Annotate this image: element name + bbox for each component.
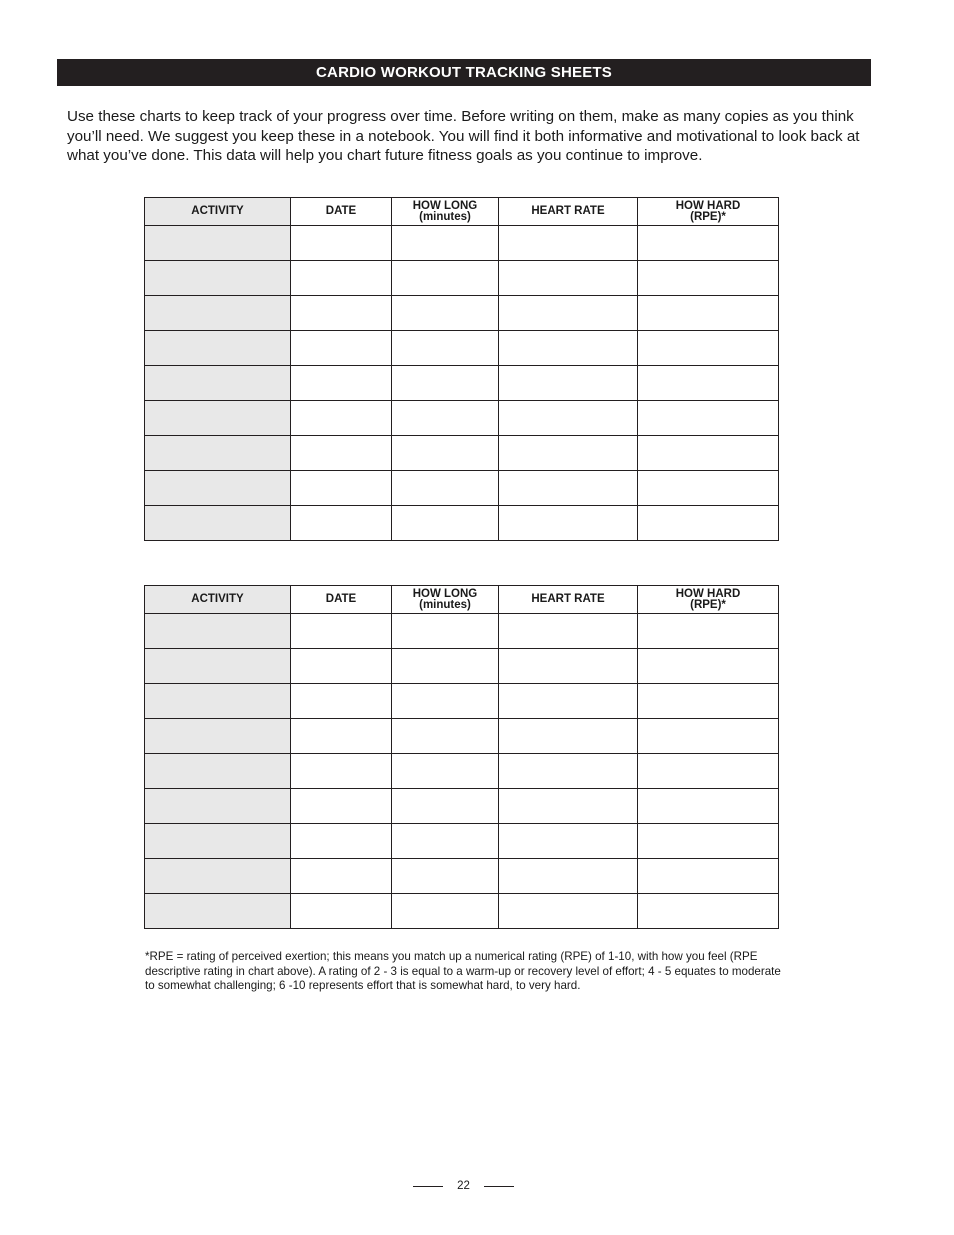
page-number-area [0,1180,927,1192]
col-how-long-label: HOW LONG [412,587,478,600]
blank-cell [291,366,392,401]
col-activity: ACTIVITY [145,586,291,614]
blank-cell [392,719,499,754]
blank-cell [145,859,291,894]
blank-cell [392,506,499,541]
col-how-hard-unit: (RPE)* [690,210,726,223]
blank-cell [638,894,779,929]
blank-cell [291,471,392,506]
table-header-row [145,198,779,226]
blank-cell [392,649,499,684]
blank-cell [499,366,638,401]
blank-cell [392,894,499,929]
col-how-hard-label: HOW HARD [675,199,741,212]
table-row [145,296,779,331]
rpe-footnote: *RPE = rating of perceived exertion; this means you match up a numerical rating (RPE) of 1-10, with how you feel (RPE descriptive rating in chart above). A rating of 2 - 3 is equal to a warm-up or recovery level of effort; 4 - 5 equates to moderate to somewhat challenging; 6 -10 represents effort that is somewhat hard, to very hard. [145,950,781,992]
col-date: DATE [291,198,392,226]
table-body [145,614,779,929]
page-rule-left [413,1186,443,1187]
col-heart-rate: HEART RATE [499,586,638,614]
blank-cell [499,296,638,331]
col-how-hard [638,198,779,226]
blank-cell [392,471,499,506]
col-how-long-unit: (minutes) [419,598,471,611]
blank-cell [291,436,392,471]
blank-cell [499,331,638,366]
blank-cell [638,824,779,859]
blank-cell [291,719,392,754]
table-row [145,894,779,929]
blank-cell [291,684,392,719]
blank-cell [638,261,779,296]
blank-cell [392,261,499,296]
blank-cell [145,261,291,296]
blank-cell [392,296,499,331]
col-how-long [392,586,499,614]
blank-cell [392,754,499,789]
blank-cell [499,824,638,859]
table-row [145,506,779,541]
blank-cell [638,719,779,754]
blank-cell [499,436,638,471]
table-row [145,824,779,859]
blank-cell [291,261,392,296]
blank-cell [638,614,779,649]
table-row [145,719,779,754]
blank-cell [291,506,392,541]
table-row [145,471,779,506]
blank-cell [499,506,638,541]
blank-cell [145,754,291,789]
page-rule-right [484,1186,514,1187]
blank-cell [392,824,499,859]
table-row [145,649,779,684]
col-heart-rate: HEART RATE [499,198,638,226]
blank-cell [145,789,291,824]
blank-cell [392,401,499,436]
blank-cell [499,754,638,789]
blank-cell [499,401,638,436]
blank-cell [638,789,779,824]
table-row [145,401,779,436]
col-how-long [392,198,499,226]
blank-cell [291,824,392,859]
blank-cell [499,261,638,296]
blank-cell [392,331,499,366]
page-number: 22 [457,1180,470,1192]
blank-cell [638,331,779,366]
table-row [145,436,779,471]
table-row [145,754,779,789]
blank-cell [499,471,638,506]
blank-cell [291,296,392,331]
blank-cell [638,296,779,331]
blank-cell [291,754,392,789]
blank-cell [145,296,291,331]
intro-paragraph: Use these charts to keep track of your progress over time. Before writing on them, make as many copies as you think you’ll need. We suggest you keep these in a notebook. You will find it both informative and motivational to look back at what you’ve done. This data will help you chart future fitness goals as you continue to improve. [67,108,860,164]
blank-cell [499,684,638,719]
blank-cell [499,789,638,824]
table-row [145,789,779,824]
blank-cell [145,649,291,684]
blank-cell [291,401,392,436]
col-how-long-label: HOW LONG [412,199,478,212]
blank-cell [499,894,638,929]
blank-cell [291,331,392,366]
table-row [145,261,779,296]
blank-cell [638,754,779,789]
col-how-hard-unit: (RPE)* [690,598,726,611]
blank-cell [392,436,499,471]
blank-cell [291,226,392,261]
blank-cell [291,649,392,684]
col-how-hard-label: HOW HARD [675,587,741,600]
blank-cell [638,506,779,541]
table-row [145,366,779,401]
table-body [145,226,779,541]
blank-cell [145,226,291,261]
blank-cell [638,366,779,401]
blank-cell [499,226,638,261]
blank-cell [638,436,779,471]
blank-cell [145,894,291,929]
blank-cell [499,859,638,894]
blank-cell [145,436,291,471]
blank-cell [291,894,392,929]
blank-cell [145,719,291,754]
blank-cell [499,649,638,684]
col-how-long-unit: (minutes) [419,210,471,223]
table-row [145,684,779,719]
blank-cell [499,614,638,649]
table-row [145,226,779,261]
tracking-table-1 [144,197,779,541]
table-row [145,331,779,366]
col-date: DATE [291,586,392,614]
blank-cell [638,471,779,506]
blank-cell [638,684,779,719]
table-row [145,859,779,894]
blank-cell [638,401,779,436]
blank-cell [499,719,638,754]
blank-cell [145,366,291,401]
blank-cell [291,859,392,894]
blank-cell [392,366,499,401]
blank-cell [638,649,779,684]
blank-cell [145,506,291,541]
blank-cell [291,789,392,824]
page-title: CARDIO WORKOUT TRACKING SHEETS [57,59,871,86]
blank-cell [392,789,499,824]
blank-cell [145,331,291,366]
blank-cell [145,614,291,649]
table-row [145,614,779,649]
blank-cell [145,684,291,719]
blank-cell [392,226,499,261]
blank-cell [392,614,499,649]
blank-cell [638,226,779,261]
blank-cell [392,684,499,719]
blank-cell [145,824,291,859]
blank-cell [392,859,499,894]
tracking-table-2 [144,585,779,929]
blank-cell [291,614,392,649]
col-how-hard [638,586,779,614]
blank-cell [145,471,291,506]
blank-cell [638,859,779,894]
col-activity: ACTIVITY [145,198,291,226]
blank-cell [145,401,291,436]
table-header-row [145,586,779,614]
